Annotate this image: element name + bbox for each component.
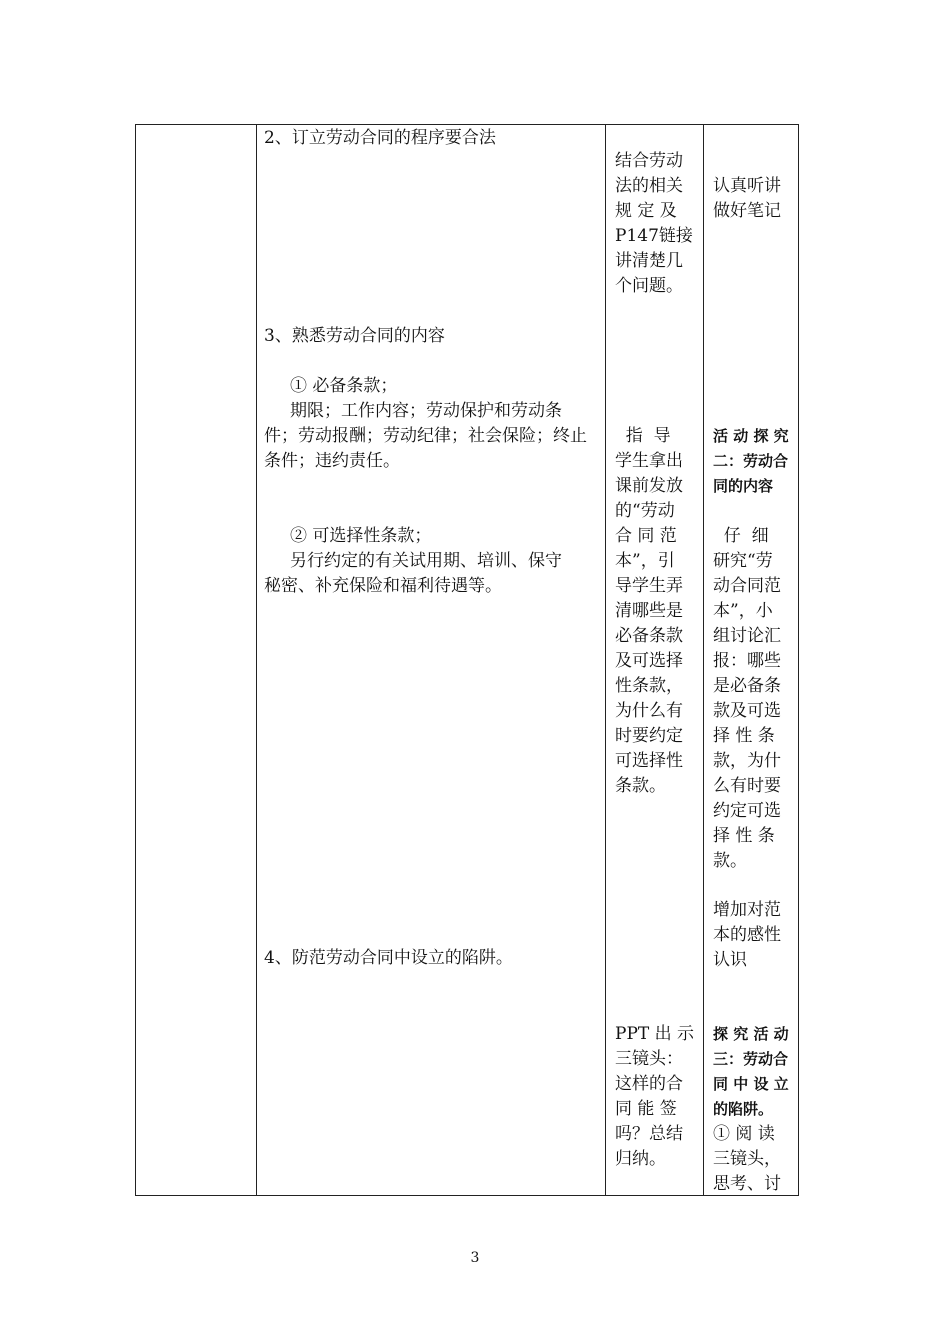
student-note-line: 择 性 条 bbox=[713, 826, 775, 846]
teacher-note-line: 为什么有 bbox=[615, 701, 683, 721]
teacher-note-line: 讲清楚几 bbox=[615, 251, 683, 271]
teacher-note-line: 本”，引 bbox=[615, 551, 675, 571]
teacher-note-line: 可选择性 bbox=[615, 751, 683, 771]
teacher-note-line: PPT 出 示 bbox=[615, 1024, 695, 1044]
table-border-bottom bbox=[135, 1195, 799, 1196]
optional-terms-line: 另行约定的有关试用期、培训、保守 bbox=[290, 551, 562, 571]
teacher-note-line: 性条款， bbox=[615, 676, 683, 696]
item-3-heading: 3、熟悉劳动合同的内容 bbox=[264, 326, 445, 346]
mandatory-terms-line: 条件；违约责任。 bbox=[264, 451, 400, 471]
mandatory-terms-line: 件；劳动报酬；劳动纪律；社会保险；终止 bbox=[264, 426, 587, 446]
teacher-note-line: 这样的合 bbox=[615, 1074, 683, 1094]
table-border-left bbox=[135, 124, 136, 1196]
page-number: 3 bbox=[470, 1250, 480, 1266]
student-note-line: 动合同范 bbox=[713, 576, 781, 596]
student-note-line: 思考、讨 bbox=[713, 1174, 781, 1194]
teacher-note-line: 吗？总结 bbox=[615, 1124, 683, 1144]
activity-3-title: 探 究 活 动 bbox=[713, 1025, 789, 1043]
teacher-note-line: 同 能 签 bbox=[615, 1099, 677, 1119]
teacher-note-line: 合 同 范 bbox=[615, 526, 677, 546]
student-note-line: ① 阅 读 bbox=[713, 1124, 775, 1144]
student-note-line: 款及可选 bbox=[713, 701, 781, 721]
activity-2-title: 活 动 探 究 bbox=[713, 427, 789, 445]
student-note-line: 么有时要 bbox=[713, 776, 781, 796]
content-column bbox=[256, 124, 605, 1195]
teacher-note-line: 结合劳动 bbox=[615, 151, 683, 171]
student-note-line: 增加对范 bbox=[713, 900, 781, 920]
teacher-note-line: 必备条款 bbox=[615, 626, 683, 646]
student-note-line: 择 性 条 bbox=[713, 726, 775, 746]
student-note-line: 认真听讲 bbox=[713, 176, 781, 196]
teacher-column bbox=[605, 124, 703, 1195]
activity-2-title: 同的内容 bbox=[713, 477, 774, 495]
teacher-note-line: 规 定 及 bbox=[615, 201, 677, 221]
activity-2-title: 二：劳动合 bbox=[713, 452, 789, 470]
student-note-line: 约定可选 bbox=[713, 801, 781, 821]
student-note-line: 本的感性 bbox=[713, 925, 781, 945]
activity-3-title: 三：劳动合 bbox=[713, 1050, 789, 1068]
optional-terms-title: ② 可选择性条款； bbox=[290, 526, 432, 546]
student-note-line: 报：哪些 bbox=[713, 651, 781, 671]
student-note-line: 仔 细 bbox=[713, 526, 769, 546]
teacher-note-line: P147链接 bbox=[615, 226, 693, 246]
student-column bbox=[703, 124, 798, 1195]
teacher-note-line: 导学生弄 bbox=[615, 576, 683, 596]
item-2-heading: 2、订立劳动合同的程序要合法 bbox=[264, 128, 496, 148]
item-4-heading: 4、防范劳动合同中设立的陷阱。 bbox=[264, 948, 513, 968]
student-note-line: 款。 bbox=[713, 851, 747, 871]
student-note-line: 做好笔记 bbox=[713, 201, 781, 221]
teacher-note-line: 条款。 bbox=[615, 776, 666, 796]
teacher-note-line: 指 导 bbox=[615, 426, 671, 446]
student-note-line: 三镜头， bbox=[713, 1149, 781, 1169]
student-note-line: 款，为什 bbox=[713, 751, 781, 771]
student-note-line: 组讨论汇 bbox=[713, 626, 781, 646]
teacher-note-line: 时要约定 bbox=[615, 726, 683, 746]
teacher-note-line: 三镜头： bbox=[615, 1049, 683, 1069]
teacher-note-line: 课前发放 bbox=[615, 476, 683, 496]
teacher-note-line: 个问题。 bbox=[615, 276, 683, 296]
student-note-line: 认识 bbox=[713, 950, 747, 970]
student-note-line: 是必备条 bbox=[713, 676, 781, 696]
optional-terms-line: 秘密、补充保险和福利待遇等。 bbox=[264, 576, 502, 596]
table-border-right bbox=[798, 124, 799, 1196]
teacher-note-line: 及可选择 bbox=[615, 651, 683, 671]
activity-3-title: 同 中 设 立 bbox=[713, 1075, 789, 1093]
teacher-note-line: 法的相关 bbox=[615, 176, 683, 196]
student-note-line: 研究“劳 bbox=[713, 551, 773, 571]
teacher-note-line: 归纳。 bbox=[615, 1149, 666, 1169]
teacher-note-line: 清哪些是 bbox=[615, 601, 683, 621]
mandatory-terms-line: 期限；工作内容；劳动保护和劳动条 bbox=[290, 401, 562, 421]
student-note-line: 本”，小 bbox=[713, 601, 773, 621]
mandatory-terms-title: ① 必备条款； bbox=[290, 376, 398, 396]
teacher-note-line: 的“劳动 bbox=[615, 501, 675, 521]
teacher-note-line: 学生拿出 bbox=[615, 451, 683, 471]
activity-3-title: 的陷阱。 bbox=[713, 1100, 774, 1118]
